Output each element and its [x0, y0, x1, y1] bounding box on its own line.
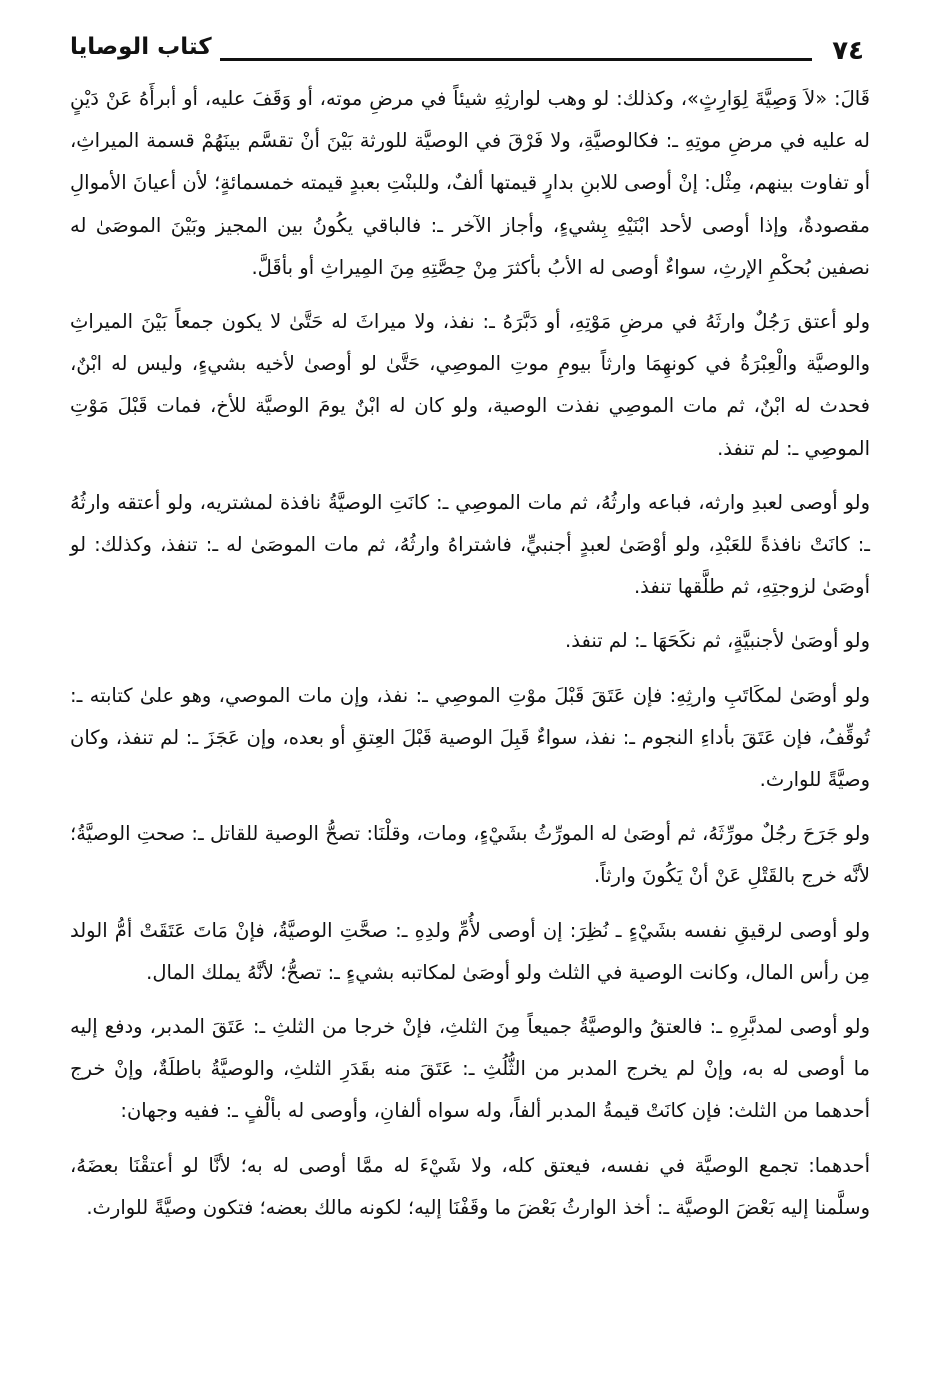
page-header: [70, 28, 870, 72]
paragraph: ولو أعتق رَجُلٌ وارثَهُ في مرضِ مَوْتِهِ، أو دَبَّرَهُ ـ: نفذ، ولا ميراثَ له حَتَّىٰ لا يكون جمعاً بَيْنَ الميراثِ والوصيَّة والْعِبْرَةُ في كونهِمَا وارثاً بيومِ موتِ الموصِي، حَتَّىٰ لو أوصىٰ لأخيه بشيءٍ، وليس له ابْنٌ، فحدث له ابْنٌ، ثم مات الموصِي نفذت الوصية، ولو كان له ابْنٌ يومَ الوصيَّة للأخ، فمات قَبْلَ مَوْتِ الموصِي ـ: لم تنفذ.: [70, 310, 870, 460]
page-number: ٧٤: [832, 36, 864, 66]
paragraph: أحدهما: تجمع الوصيَّة في نفسه، فيعتق كله، ولا شَيْءَ له ممَّا أوصى له به؛ لأنَّا لو أعتقْنَا بعضَهُ، وسلَّمنا إليه بَعْضَ الوصيَّة ـ: أخذ الوارثُ بَعْضَ ما وقَفْنَا إليه؛ لكونه مالك بعضه؛ فتكون وصيَّةً للوارث.: [70, 1153, 870, 1219]
paragraph: ولو أوصَىٰ لمكَاتَبِ وارثِهِ: فإن عَتَقَ قَبْلَ موْتِ الموصِي ـ: نفذ، وإن مات الموصي، وهو علىٰ كتابته ـ: تُوقِّفُ، فإن عَتَقَ بأداءِ النجوم ـ: نفذ، سواءٌ قَبِلَ الوصية قَبْلَ العِتقِ أو بعده، وإن عَجَزَ ـ: لم تنفذ، وكان وصيَّةً للوارث.: [70, 683, 870, 792]
paragraph: قَالَ: «لاَ وَصِيَّةَ لِوَارِثٍ»، وكذلك: لو وهب لوارثِهِ شيئاً في مرضِ موته، أو وَقَفَ عليه، أو أبرأَهُ عَنْ دَيْنٍ له عليه في مرضِ موتِهِ ـ: فكالوصيَّةِ، ولا فَرْقَ في الوصيَّة للورثة بَيْنَ أنْ تقسَّم بينَهُمْ قسمة الميراثِ، أو تفاوت بينهم، مِثْل: إنْ أوصى للابنِ بدارٍ قيمتها ألفٌ، وللبنْتِ بعبدٍ قيمته خمسمائةٍ؛ لأن أعيانَ الأموالِ مقصودةٌ، وإذا أوصى لأحد ابْنَيْهِ بِشيءٍ، وأجاز الآخر ـ: فالباقي يكُونُ بين المجيز وبَيْنَ الموصَىٰ له نصفين بُحكْمِ الإرثِ، سواءٌ أوصى له الأبُ بأكثرَ مِنْ حِصَّتِهِ مِنَ المِيراثِ أو بأقَلَّ.: [70, 87, 870, 279]
paragraph: ولو أوصى لرقيقِ نفسه بشَيْءٍ ـ نُظِرَ: إن أوصى لأُمِّ ولدِهِ ـ: صحَّتِ الوصيَّةُ، فإنْ مَاتَ عَتَقَتْ أمُّ الولد مِن رأس المال، وكانت الوصية في الثلث ولو أوصَىٰ لمكاتبه بشيءٍ ـ: تصحُّ؛ لأنَّهُ يملك المال.: [70, 918, 870, 984]
paragraph: ولو أوصى لعبدِ وارثه، فباعه وارثُهُ، ثم مات الموصِي ـ: كانَتِ الوصيَّةُ نافذة لمشتريه، ولو أعتقه وارثُهُ ـ: كانَتْ نافذةً للعَبْدِ، ولو أوْصَىٰ لعبدٍ أجنبيٍّ، فاشتراهُ وارثُهُ، ثم مات الموصَىٰ له ـ: تنفذ، وكذلك: لو أوصَىٰ لزوجتِهِ، ثم طلَّقها تنفذ.: [70, 490, 870, 599]
paragraph: ولو أوصى لمدبَّرِهِ ـ: فالعتقُ والوصيَّةُ جميعاً مِنَ الثلثِ، فإنْ خرجا من الثلثِ ـ: عَتَقَ المدبر، ودفع إليه ما أوصى له به، وإنْ لم يخرج المدبر من الثُّلُثِ ـ: عَتَقَ منه بقَدَرِ الثلثِ، والوصيَّةُ باطلَةٌ، وإنْ خرج أحدهما من الثلث: فإن كانَتْ قيمةُ المدبر ألفاً، وله سواه ألفانِ، وأوصى له بألْفٍ ـ: ففيه وجهان:: [70, 1015, 870, 1123]
paragraph: ولو جَرَحَ رجُلٌ مورِّثَهُ، ثم أوصَىٰ له المورِّثُ بشَيْءٍ، ومات، وقلْنَا: تصحُّ الوصية للقاتل ـ: صحتِ الوصيَّةُ؛ لأنَّه خرج بالقَتْلِ عَنْ أنْ يَكُونَ وارثاً.: [70, 822, 870, 888]
header-rule: [220, 58, 812, 61]
document-page: [70, 28, 870, 1219]
body-text: [70, 78, 870, 1229]
paragraph: ولو أوصَىٰ لأجنبيَّةٍ، ثم نكَحَهَا ـ: لم تنفذ.: [565, 629, 870, 653]
running-title: كتاب الوصايا: [70, 34, 212, 60]
